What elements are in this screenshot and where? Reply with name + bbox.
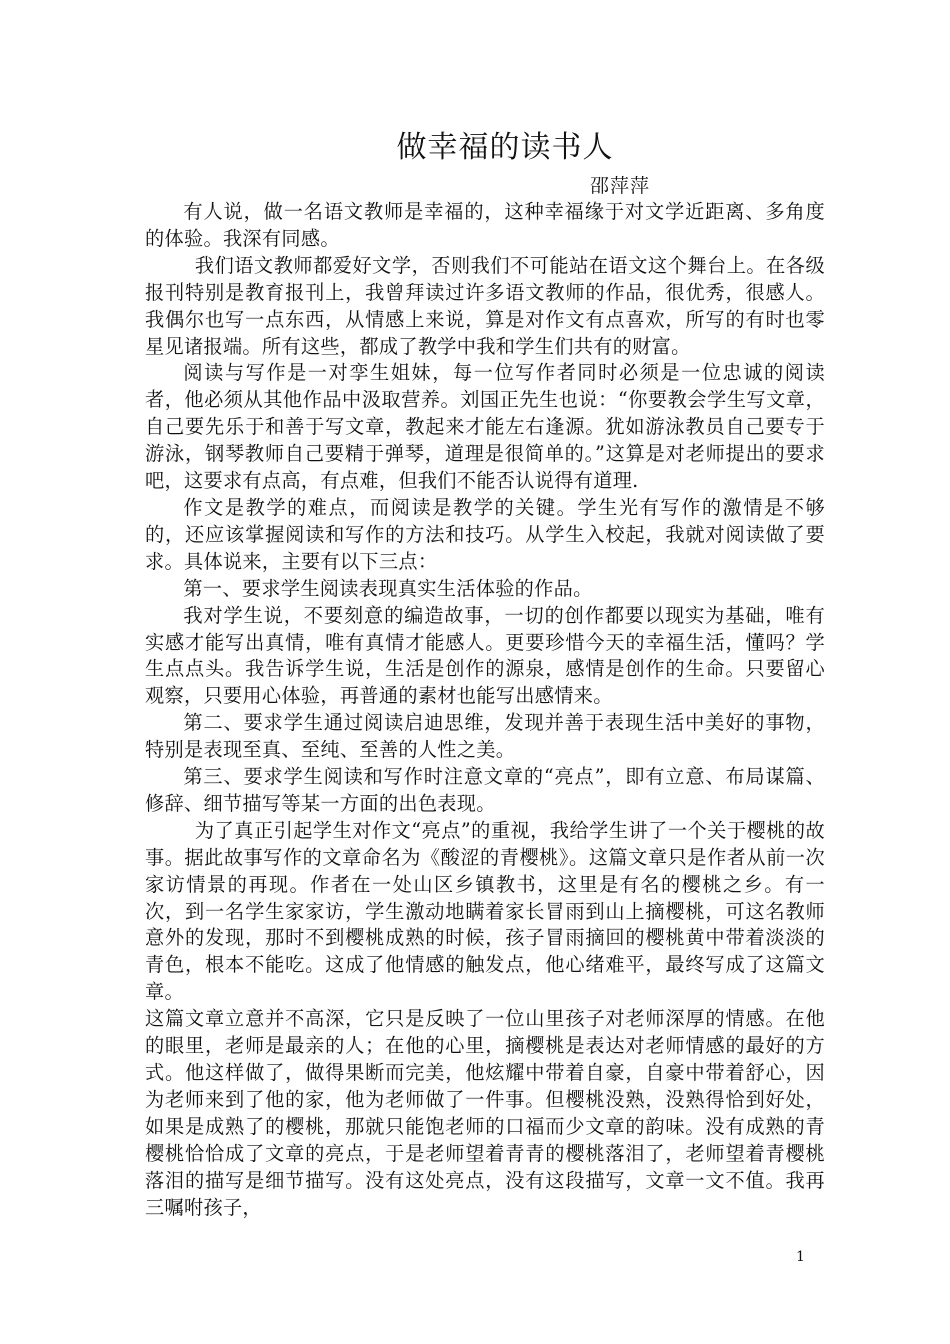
document-title: 做幸福的读书人 bbox=[396, 130, 614, 165]
paragraph: 我对学生说，不要刻意的编造故事，一切的创作都要以现实为基础，唯有实感才能写出真情，唯有真情才能感人。更要珍惜今天的幸福生活，懂吗？学生点点头。我告诉学生说，生活是创作的源泉，感情是创作的生命。只要留心观察，只要用心体验，再普通的素材也能写出感情来。 bbox=[145, 603, 825, 708]
author-name: 邵萍萍 bbox=[590, 175, 651, 197]
paragraph: 第一、要求学生阅读表现真实生活体验的作品。 bbox=[183, 576, 593, 600]
paragraph: 为了真正引起学生对作文“亮点”的重视，我给学生讲了一个关于樱桃的故事。据此故事写作的文章命名为《酸涩的青樱桃》。这篇文章只是作者从前一次家访情景的再现。作者在一处山区乡镇教书，这里是有名的樱桃之乡。有一次，到一名学生家家访，学生激动地瞒着家长冒雨到山上摘樱桃，可这名教师意外的发现，那时不到樱桃成熟的时候，孩子冒雨摘回的樱桃黄中带着淡淡的青色，根本不能吃。这成了他情感的触发点，他心绪难平，最终写成了这篇文章。 bbox=[145, 818, 825, 1004]
document-body bbox=[145, 199, 825, 1221]
paragraph: 阅读与写作是一对孪生姐妹，每一位写作者同时必须是一位忠诚的阅读者，他必须从其他作品中汲取营养。刘国正先生也说：“你要教会学生写文章，自己要先乐于和善于写文章，教起来才能左右逢源。犹如游泳教员自己要专于游泳，钢琴教师自己要精于弹琴，道理是很简单的。”这算是对老师提出的要求吧，这要求有点高，有点难，但我们不能否认说得有道理. bbox=[145, 361, 825, 493]
paragraph: 第二、要求学生通过阅读启迪思维，发现并善于表现生活中美好的事物，特别是表现至真、至纯、至善的人性之美。 bbox=[145, 711, 825, 762]
paragraph: 作文是教学的难点，而阅读是教学的关键。学生光有写作的激情是不够的，还应该掌握阅读和写作的方法和技巧。从学生入校起，我就对阅读做了要求。具体说来，主要有以下三点： bbox=[145, 495, 825, 573]
page-number: 1 bbox=[796, 1249, 805, 1265]
paragraph: 我们语文教师都爱好文学，否则我们不可能站在语文这个舞台上。在各级报刊特别是教育报刊上，我曾拜读过许多语文教师的作品，很优秀，很感人。我偶尔也写一点东西，从情感上来说，算是对作文有点喜欢，所写的有时也零星见诸报端。所有这些，都成了教学中我和学生们共有的财富。 bbox=[145, 253, 825, 358]
paragraph: 有人说，做一名语文教师是幸福的，这种幸福缘于对文学近距离、多角度的体验。我深有同感。 bbox=[145, 200, 825, 250]
paragraph: 第三、要求学生阅读和写作时注意文章的“亮点”，即有立意、布局谋篇、修辞、细节描写等某一方面的出色表现。 bbox=[145, 765, 825, 815]
paragraph: 这篇文章立意并不高深，它只是反映了一位山里孩子对老师深厚的情感。在他的眼里，老师是最亲的人；在他的心里，摘樱桃是表达对老师情感的最好的方式。他这样做了，做得果断而完美，他炫耀中带着自豪，自豪中带着舒心，因为老师来到了他的家，他为老师做了一件事。但樱桃没熟，没熟得恰到好处，如果是成熟了的樱桃，那就只能饱老师的口福而少文章的韵味。没有成熟的青樱桃恰恰成了文章的亮点，于是老师望着青青的樱桃落泪了，老师望着青樱桃落泪的描写是细节描写。没有这处亮点，没有这段描写，文章一文不值。我再三嘱咐孩子， bbox=[145, 1007, 825, 1219]
